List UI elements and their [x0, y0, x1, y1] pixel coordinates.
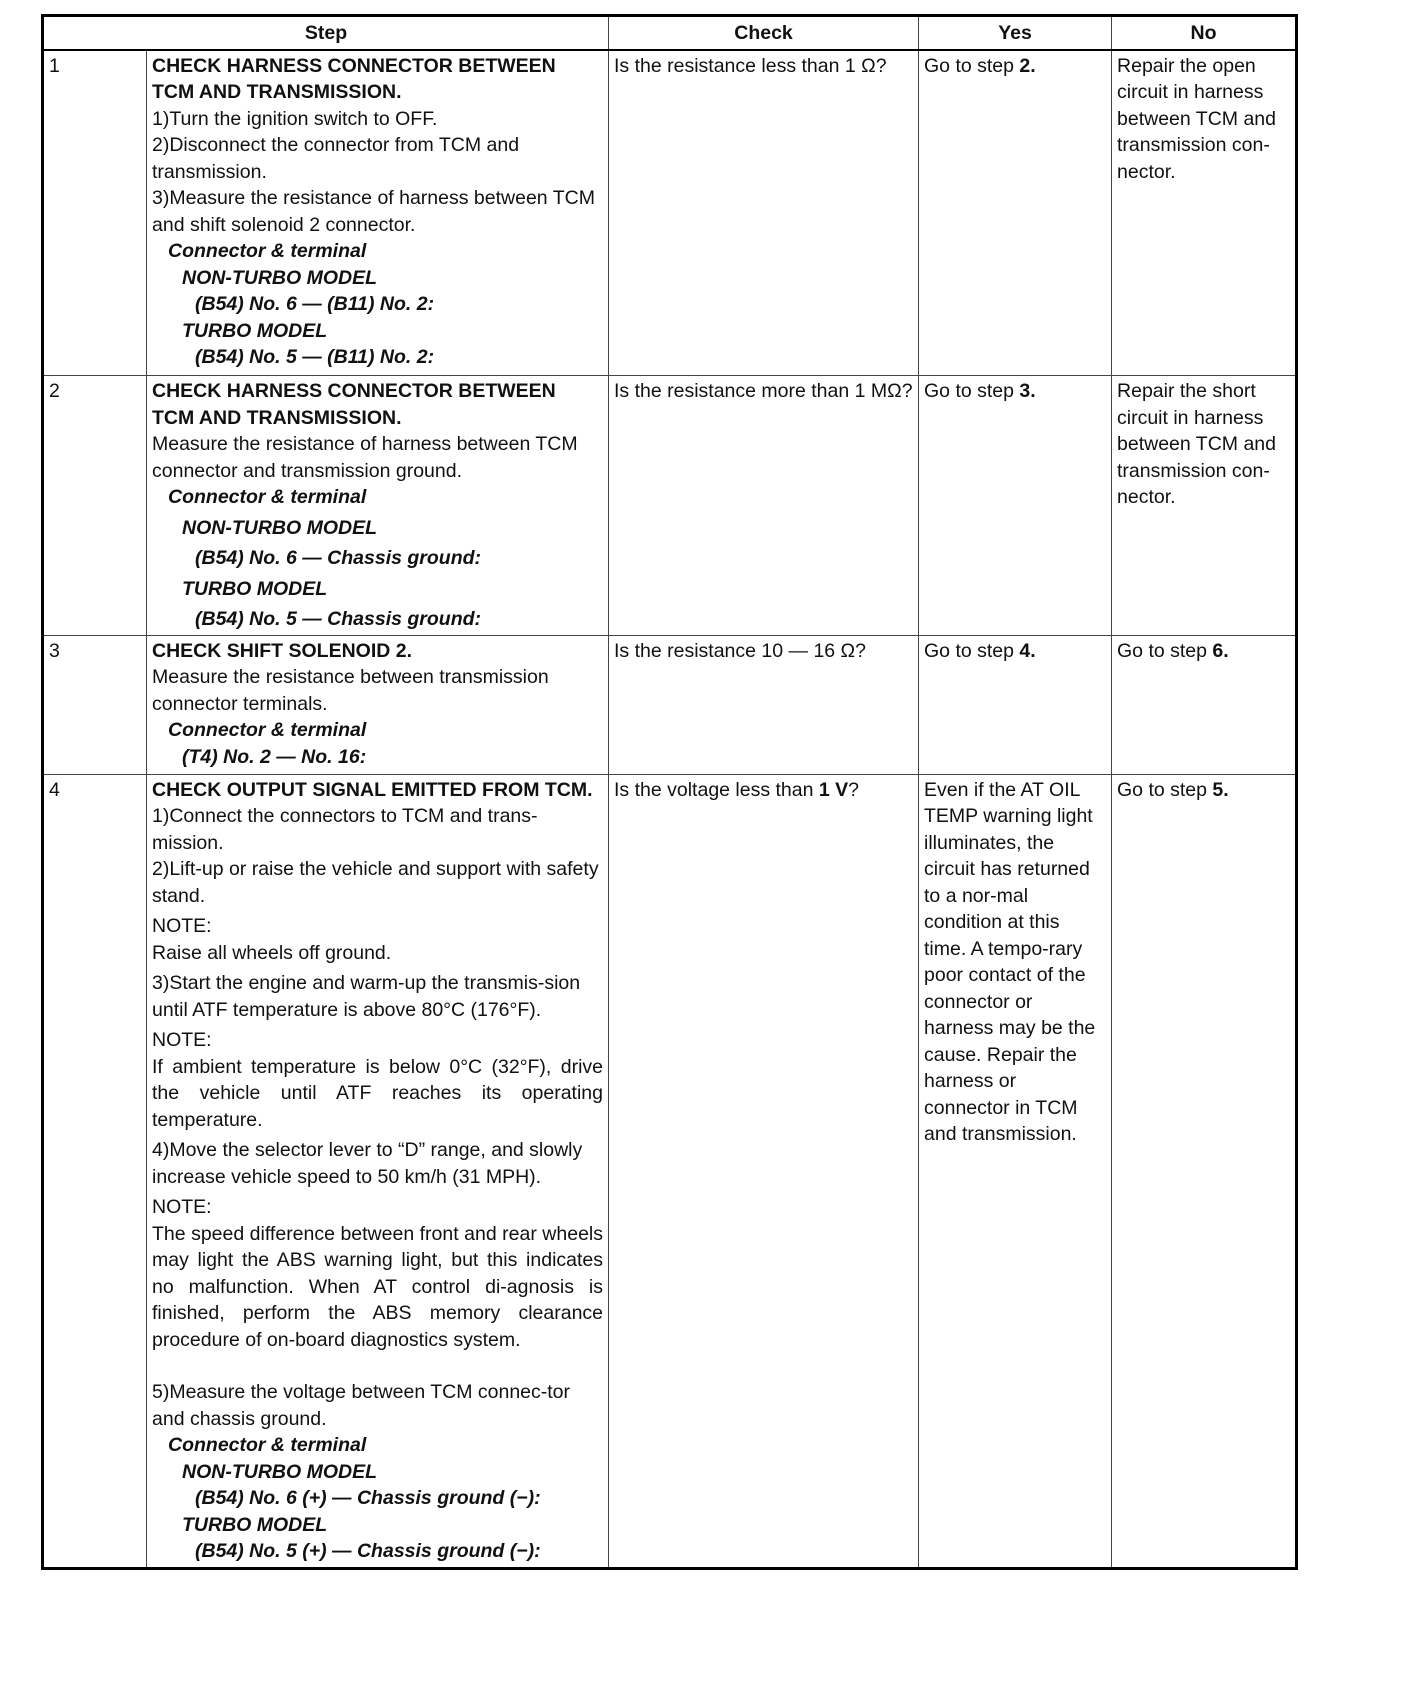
step-instruction: 3)Start the engine and warm-up the transmis-sion until ATF temperature is above 80°C (176°F).: [152, 972, 581, 1021]
step-number: 1: [43, 50, 147, 376]
step-instruction: 1)Connect the connectors to TCM and trans-mission.: [152, 805, 538, 854]
terminal-spec: (B54) No. 6 — (B11) No. 2:: [195, 293, 435, 315]
note-label: NOTE:: [152, 1196, 212, 1218]
terminal-spec: (B54) No. 6 (+) — Chassis ground (−):: [195, 1487, 541, 1509]
step-description: [147, 50, 609, 376]
model-label: TURBO MODEL: [182, 577, 328, 600]
note-label: NOTE:: [152, 915, 212, 937]
connector-terminal-label: Connector & terminal: [168, 486, 367, 508]
note-text: Raise all wheels off ground.: [152, 941, 392, 964]
model-label: TURBO MODEL: [182, 319, 328, 342]
connector-terminal-label: Connector & terminal: [168, 240, 367, 262]
header-check: Check: [609, 16, 919, 50]
step-title: CHECK SHIFT SOLENOID 2.: [152, 639, 413, 662]
yes-cell: [919, 50, 1112, 376]
yes-cell: [919, 376, 1112, 636]
yes-step: 2.: [1019, 54, 1036, 77]
table-row: [43, 376, 1297, 636]
table-row: [43, 774, 1297, 1568]
table-row: [43, 635, 1297, 774]
step-title: CHECK HARNESS CONNECTOR BETWEEN TCM AND TRANSMISSION.: [152, 54, 556, 103]
step-instruction: 3)Measure the resistance of harness between TCM and shift solenoid 2 connector.: [152, 187, 595, 236]
header-yes: Yes: [919, 16, 1112, 50]
yes-cell: [919, 635, 1112, 774]
yes-prefix: Go to step: [924, 380, 1020, 402]
terminal-spec: (T4) No. 2 — No. 16:: [182, 745, 367, 768]
check-cell: Is the resistance less than 1 Ω?: [609, 50, 919, 376]
no-prefix: Go to step: [1117, 778, 1213, 801]
step-description: [147, 376, 609, 636]
note-label: NOTE:: [152, 1029, 212, 1051]
yes-step: 4.: [1019, 639, 1036, 662]
model-label: TURBO MODEL: [182, 1513, 328, 1536]
step-title: CHECK HARNESS CONNECTOR BETWEEN TCM AND TRANSMISSION.: [152, 380, 556, 429]
header-no: No: [1112, 16, 1297, 50]
model-label: NON-TURBO MODEL: [182, 516, 377, 539]
step-number: 4: [43, 774, 147, 1568]
table-row: [43, 50, 1297, 376]
step-instruction: 1)Turn the ignition switch to OFF.: [152, 107, 438, 130]
step-instruction: 2)Disconnect the connector from TCM and transmission.: [152, 134, 520, 183]
connector-terminal-label: Connector & terminal: [168, 1434, 367, 1456]
step-instruction: Measure the resistance between transmission connector terminals.: [152, 666, 549, 715]
step-instruction: Measure the resistance of harness between TCM connector and transmission ground.: [152, 433, 578, 482]
check-cell: [609, 774, 919, 1568]
step-instruction: 5)Measure the voltage between TCM connec-tor and chassis ground.: [152, 1381, 571, 1430]
step-description: [147, 774, 609, 1568]
model-label: NON-TURBO MODEL: [182, 1460, 377, 1483]
check-cell: Is the resistance 10 — 16 Ω?: [609, 635, 919, 774]
terminal-spec: (B54) No. 5 (+) — Chassis ground (−):: [195, 1540, 541, 1562]
no-cell: Repair the open circuit in harness between TCM and transmission con-nector.: [1112, 50, 1297, 376]
step-number: 3: [43, 635, 147, 774]
yes-cell: Even if the AT OIL TEMP warning light illuminates, the circuit has returned to a nor-mal condition at this time. A tempo-rary poor contact of the connector or harness may be the cause. Repair the harness or connector in TCM and transmission.: [919, 774, 1112, 1568]
header-row: [43, 16, 1297, 50]
yes-step: 3.: [1019, 380, 1036, 402]
connector-terminal-label: Connector & terminal: [168, 719, 367, 741]
model-label: NON-TURBO MODEL: [182, 266, 377, 289]
check-cell: Is the resistance more than 1 MΩ?: [609, 376, 919, 636]
header-step: Step: [43, 16, 609, 50]
note-text: If ambient temperature is below 0°C (32°F), drive the vehicle until ATF reaches its operating temperature.: [152, 1055, 604, 1131]
no-cell: [1112, 774, 1297, 1568]
diagnostic-table: [41, 14, 1298, 1570]
note-text: The speed difference between front and rear wheels may light the ABS warning light, but this indicates no malfunction. When AT control di-agnosis is finished, perform the ABS memory clearance procedure of on-board diagnostics system.: [152, 1222, 604, 1351]
check-value: 1 V: [818, 778, 849, 801]
yes-prefix: Go to step: [924, 639, 1020, 662]
terminal-spec: (B54) No. 6 — Chassis ground:: [195, 547, 482, 569]
no-prefix: Go to step: [1117, 639, 1213, 662]
check-prefix: Is the voltage less than: [614, 778, 819, 801]
no-step: 5.: [1212, 778, 1229, 801]
step-instruction: 4)Move the selector lever to “D” range, and slowly increase vehicle speed to 50 km/h (31 MPH).: [152, 1139, 583, 1188]
yes-prefix: Go to step: [924, 54, 1020, 77]
step-number: 2: [43, 376, 147, 636]
step-title: CHECK OUTPUT SIGNAL EMITTED FROM TCM.: [152, 778, 593, 801]
no-cell: [1112, 635, 1297, 774]
terminal-spec: (B54) No. 5 — Chassis ground:: [195, 608, 482, 630]
check-suffix: ?: [848, 778, 860, 801]
no-cell: Repair the short circuit in harness between TCM and transmission con-nector.: [1112, 376, 1297, 636]
terminal-spec: (B54) No. 5 — (B11) No. 2:: [195, 346, 435, 368]
step-description: [147, 635, 609, 774]
step-instruction: 2)Lift-up or raise the vehicle and support with safety stand.: [152, 858, 599, 907]
no-step: 6.: [1212, 639, 1229, 662]
